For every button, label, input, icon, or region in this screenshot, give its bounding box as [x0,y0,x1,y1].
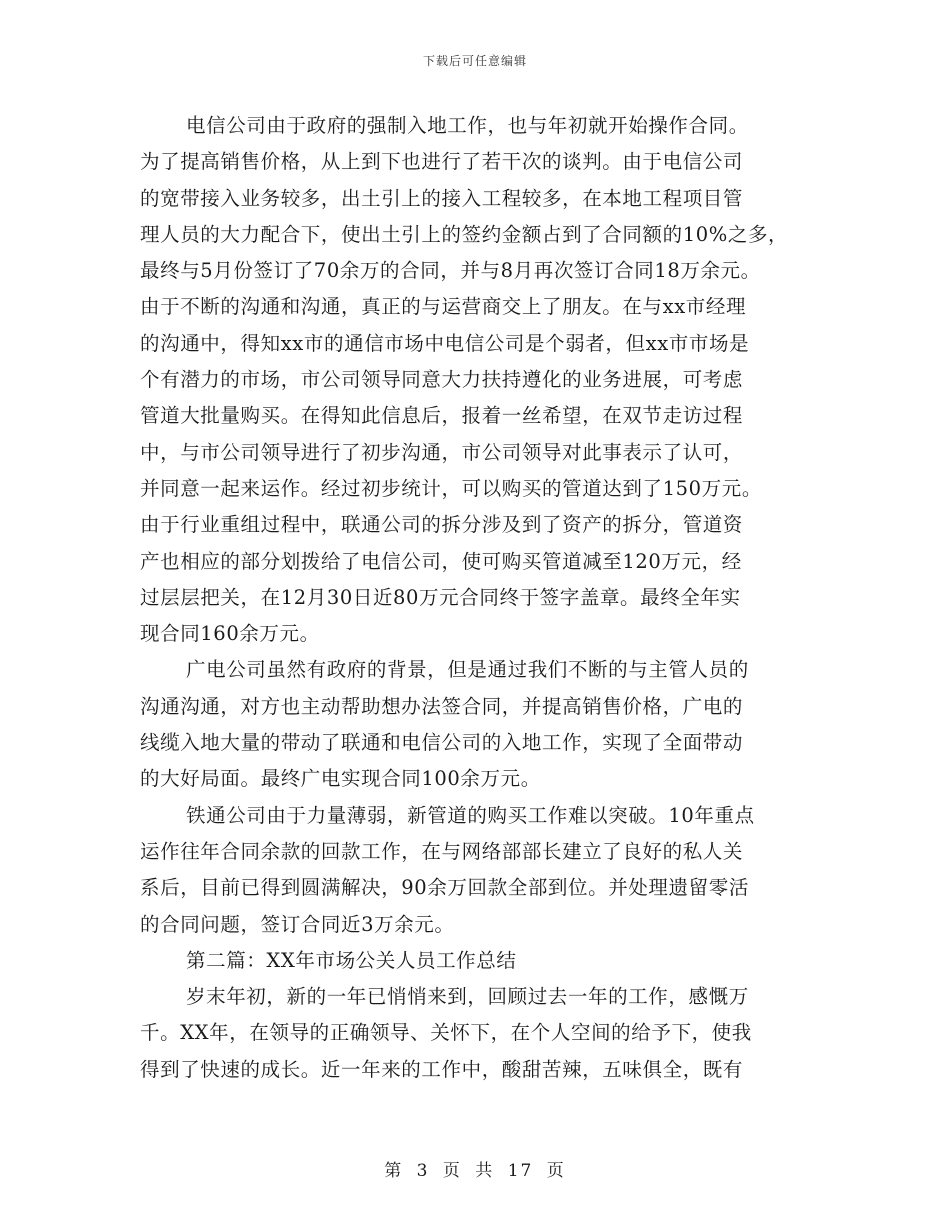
paragraph-line: 并同意一起来运作。经过初步统计，可以购买的管道达到了150万元。 [140,476,762,500]
paragraph-line: 中，与市公司领导进行了初步沟通，市公司领导对此事表示了认可， [140,440,744,464]
paragraph-line: 现合同160余万元。 [140,622,320,646]
paragraph-line: 的合同问题，签订合同近3万余元。 [140,912,455,936]
document-body [140,108,830,1088]
paragraph-line: 岁末年初，新的一年已悄悄来到，回顾过去一年的工作，感慨万 [186,985,749,1009]
paragraph-line: 千。XX年，在领导的正确领导、关怀下，在个人空间的给予下，使我 [140,1021,752,1045]
page-footer: 第 3 页 共 17 页 [384,1161,566,1181]
paragraph-line: 线缆入地大量的带动了联通和电信公司的入地工作，实现了全面带动 [140,731,744,755]
paragraph-line: 由于不断的沟通和沟通，真正的与运营商交上了朋友。在与xx市经理 [140,295,747,319]
paragraph-line: 铁通公司由于力量薄弱，新管道的购买工作难以突破。10年重点 [186,803,755,827]
paragraph-line: 电信公司由于政府的强制入地工作，也与年初就开始操作合同。 [186,114,749,137]
paragraph-line: 系后，目前已得到圆满解决，90余万回款全部到位。并处理遗留零活 [140,876,749,900]
paragraph-line: 的沟通中，得知xx市的通信市场中电信公司是个弱者，但xx市市场是 [140,331,750,355]
paragraph-line: 的宽带接入业务较多，出土引上的接入工程较多，在本地工程项目管 [140,186,744,210]
paragraph-line: 产也相应的部分划拨给了电信公司，使可购买管道减至120万元，经 [140,549,742,573]
paragraph-line: 由于行业重组过程中，联通公司的拆分涉及到了资产的拆分，管道资 [140,513,744,537]
paragraph-line: 个有潜力的市场，市公司领导同意大力扶持遵化的业务进展，可考虑 [140,368,744,392]
section-heading: 第二篇：XX年市场公关人员工作总结 [186,948,517,972]
paragraph-line: 的大好局面。最终广电实现合同100余万元。 [140,767,541,791]
paragraph-line: 为了提高销售价格，从上到下也进行了若干次的谈判。由于电信公司 [140,150,744,174]
page-header: 下载后可任意编辑 [422,54,527,68]
paragraph-line: 广电公司虽然有政府的背景，但是通过我们不断的与主管人员的 [186,658,749,682]
paragraph-line: 管道大批量购买。在得知此信息后，报着一丝希望，在双节走访过程 [140,404,744,428]
paragraph-line: 理人员的大力配合下，使出土引上的签约金额占到了合同额的10%之多， [140,222,789,246]
paragraph-line: 运作往年合同余款的回款工作，在与网络部部长建立了良好的私人关 [140,839,744,863]
paragraph-line: 过层层把关，在12月30日近80万元合同终于签字盖章。最终全年实 [140,585,741,609]
paragraph-line: 沟通沟通，对方也主动帮助想办法签合同，并提高销售价格，广电的 [140,694,744,718]
paragraph-line: 得到了快速的成长。近一年来的工作中，酸甜苦辣，五味俱全，既有 [140,1057,744,1081]
paragraph-line: 最终与5月份签订了70余万的合同，并与8月再次签订合同18万余元。 [140,259,761,283]
